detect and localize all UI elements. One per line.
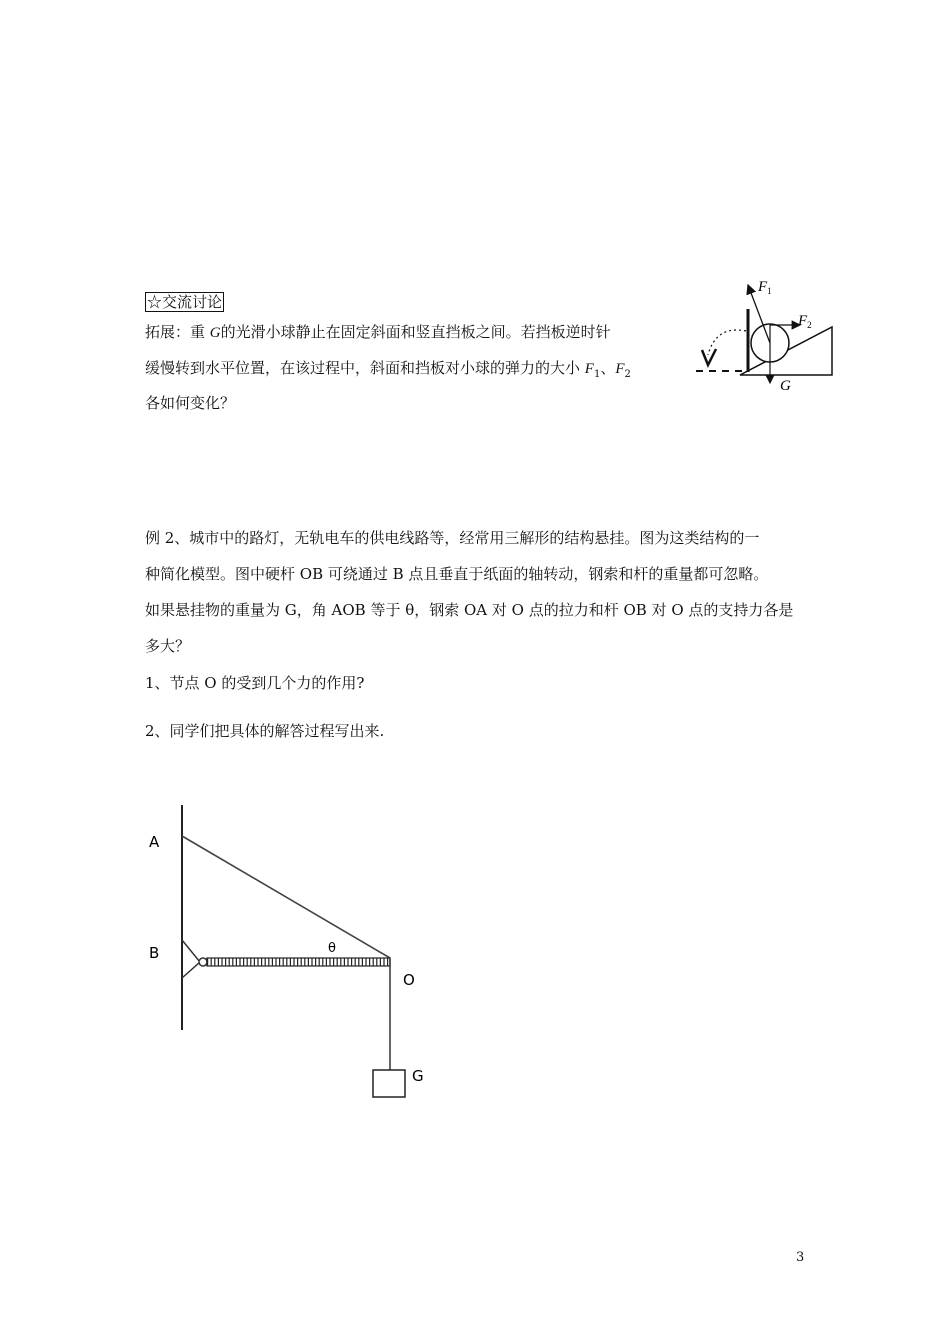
hinge-b	[199, 958, 207, 966]
label-f1: $F_1$	[758, 279, 772, 296]
text-span: 的光滑小球静止在固定斜面和竖直挡板之间。若挡板逆时针	[220, 323, 611, 341]
bracket-figure	[140, 800, 440, 1105]
variable-f1: F	[584, 361, 594, 377]
example-line-1: 例 2、城市中的路灯，无轨电车的供电线路等，经常用三解形的结构悬挂。图为这类结构的一	[145, 529, 760, 547]
variable-f2: F	[615, 361, 625, 377]
check-arrowhead-icon	[702, 349, 716, 365]
label-g: G	[780, 378, 791, 394]
subscript: 1	[593, 369, 601, 380]
weight-box	[373, 1070, 405, 1097]
discussion-line-3: 各如何变化？	[145, 394, 236, 412]
discussion-heading	[145, 292, 224, 312]
example-line-2: 种简化模型。图中硬杆 OB 可绕通过 B 点且垂直于纸面的轴转动，钢索和杆的重量都可忽略。	[145, 565, 769, 583]
discussion-line-2	[145, 358, 631, 385]
text-span: 拓展：重	[145, 323, 210, 341]
question-2: 2、同学们把具体的解答过程写出来.	[145, 722, 385, 740]
text-span: 缓慢转到水平位置，在该过程中，斜面和挡板对小球的弹力的大小	[145, 359, 585, 377]
label-o: O	[403, 971, 415, 989]
page-number: 3	[796, 1250, 805, 1265]
subscript: 2	[624, 369, 631, 380]
label-theta: θ	[328, 941, 336, 956]
bracket-support	[182, 940, 200, 978]
label-g: G	[412, 1067, 424, 1085]
discussion-line-1	[145, 322, 611, 343]
cable-oa	[182, 836, 390, 958]
discussion-heading-text: ☆交流讨论	[147, 293, 223, 311]
label-b: B	[149, 944, 160, 962]
label-f2: $F_2$	[798, 313, 812, 330]
example-line-3: 如果悬挂物的重量为 G，角 AOB 等于 θ，钢索 OA 对 O 点的拉力和杆 OB 对 O 点的支持力各是	[145, 601, 794, 619]
question-1: 1、节点 O 的受到几个力的作用?	[145, 674, 365, 692]
incline-ball-figure	[690, 275, 840, 395]
label-a: A	[149, 833, 160, 851]
text-span: 、	[600, 359, 616, 377]
variable-g: G	[209, 325, 221, 341]
example-line-4: 多大？	[145, 637, 191, 655]
